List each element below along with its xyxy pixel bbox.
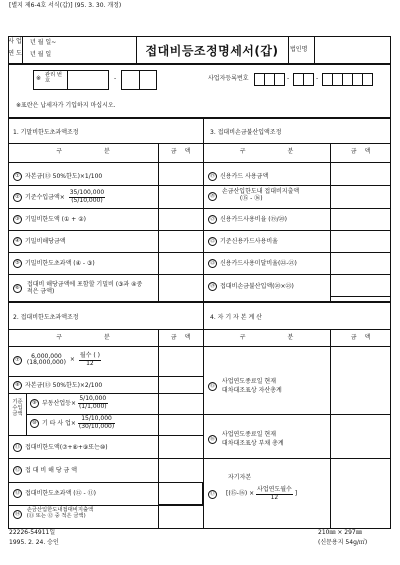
section1-col-amount: 금 액 [170, 148, 191, 155]
s2-row-11: ⑪ 접대비한도액(⑦+⑧+⑨또는⑩) [14, 444, 108, 451]
s2-row-8: ⑧ 자본금(⑬ 50%한도)×2/100 [13, 381, 102, 390]
s3-row-22: ㉒ 기준신용카드사용비율 [209, 238, 278, 245]
section4-col-amount: 금 액 [350, 334, 371, 341]
section3-title: 3. 접대비손금불산입액조정 [210, 129, 282, 136]
biz-no-digit[interactable] [362, 73, 373, 86]
biz-no-dash: - [316, 75, 319, 82]
s3-row-24: ㉔ 접대비손금불산입액(⑳×㉓) [209, 283, 294, 290]
section2-title: 2. 접대비한도초과액조정 [13, 314, 79, 321]
management-number-input[interactable] [68, 71, 108, 89]
section2-col-item: 구 분 [56, 334, 110, 341]
s4-row-17-formula: [(⑮-⑯) × $\frac{\text{사업연도월수}}{12}$ ] [226, 486, 298, 501]
s3-row-24-amount-box[interactable] [330, 274, 391, 297]
s1-row-3: ③ 기밀비한도액 (① + ②) [13, 215, 86, 224]
section4-col-item: 구 분 [239, 334, 294, 341]
s2-row-12: ⑫ 접 대 비 해 당 금 액 [14, 467, 78, 474]
section1-col-item: 구 분 [56, 148, 110, 155]
section3-col-item: 구 분 [239, 148, 294, 155]
biz-no-dash: - [287, 75, 290, 82]
form-title: 접대비등조정명세서(갑) [145, 44, 279, 58]
s4-row-17-num: ⑰ [209, 491, 215, 497]
period-label-year: 연 도 [8, 50, 22, 57]
s2-row-10: ⑩ 기 타 사 업× $\frac{15/10,000}{(30/10,000)}$ [30, 416, 115, 431]
s1-row-5: ⑤ 기밀비한도초과액 (④ - ③) [13, 259, 95, 268]
footer-approval-date: 1995. 2. 24. 승인 [9, 539, 59, 546]
base-revenue-group-label: 기준 수입 금액 [12, 399, 23, 418]
s3-row-19: ⑲ 신용카드 사용금액 [209, 173, 269, 180]
period-from[interactable]: 년 월 일~ [30, 39, 57, 46]
s3-row-21: ㉑ 신용카드사용비율 (⑲/⑳) [209, 216, 287, 223]
section3-col-amount: 금 액 [350, 148, 371, 155]
s2-row-9: ⑨ 부동산업등× $\frac{5/10,000}{(1/1,000)}$ [30, 396, 108, 411]
section4-title: 4. 자 기 자 본 계 산 [210, 314, 262, 321]
s2-row-7: ⑦ 6,000,000 (18,000,000) × $\frac{\text{월수 ( )}}{12}$ [13, 353, 101, 368]
section1-title: 1. 기말비한도초과액조정 [13, 129, 79, 136]
s4-row-16: ⑯ 사업연도종료일 현재 대차대조표상 부채 총계 [209, 431, 284, 447]
s2-row-14: ⑭ 손금산입한도내접대비지출액 (⑪ 또는 ⑫ 중 적은 금액) [14, 507, 94, 520]
s4-row-17-label: 자기자본 [228, 474, 252, 481]
notice-text: ※표란은 납세자가 기입하지 마십시오. [16, 102, 116, 109]
corp-name-field[interactable] [316, 38, 389, 62]
s1-row-6: ⑥ 접대비 해당금액에 포함할 기밀비 (③과 ④중 적은 금액) [13, 282, 147, 296]
section2-col-amount: 금 액 [170, 334, 191, 341]
s2-row-13: ⑬ 접대비한도초과액 (⑫ - ⑪) [14, 490, 96, 497]
biz-no-digit[interactable] [274, 73, 285, 86]
s4-row-15: ⑮ 사업연도종료일 현재 대차대조표상 자산총계 [209, 378, 282, 394]
s1-row-4: ④ 기밀비해당금액 [13, 237, 66, 246]
s1-row-1: ① 자본금(⑬ 50%한도)×1/100 [13, 172, 102, 181]
form-number: [별지 제6-4호 서식(갑)] (95. 3. 30. 개정) [9, 2, 122, 9]
footer-code: 22226-54911일 [9, 529, 56, 536]
business-number-label: 사업자등록번호 [208, 75, 249, 82]
s2-row-13-amount-box[interactable] [158, 482, 203, 505]
footer-paper-size: 210㎜ × 297㎜ [318, 529, 362, 536]
footer-paper-type: (신문용지 54g/㎡) [318, 539, 368, 546]
period-to[interactable]: 년 월 일 [30, 51, 52, 58]
s3-row-20: ⑳ 손금산입한도내 접대비지출액 (⑮ - ⑯) [209, 188, 300, 202]
s1-row-2: ② 기준수입금액× $\frac{35/100,000}{(5/10,000)}$ [13, 190, 105, 205]
s3-row-23: ㉓ 신용카드사용미달비율(㉒-㉑) [209, 260, 297, 267]
corp-name-label: 법인명 [290, 46, 308, 53]
management-dash: - [114, 75, 117, 82]
management-number-label: 관리 번호 [45, 72, 63, 85]
period-label-business: 사 업 [8, 38, 22, 45]
management-star: ※ [36, 75, 42, 82]
biz-no-digit[interactable] [303, 73, 314, 86]
